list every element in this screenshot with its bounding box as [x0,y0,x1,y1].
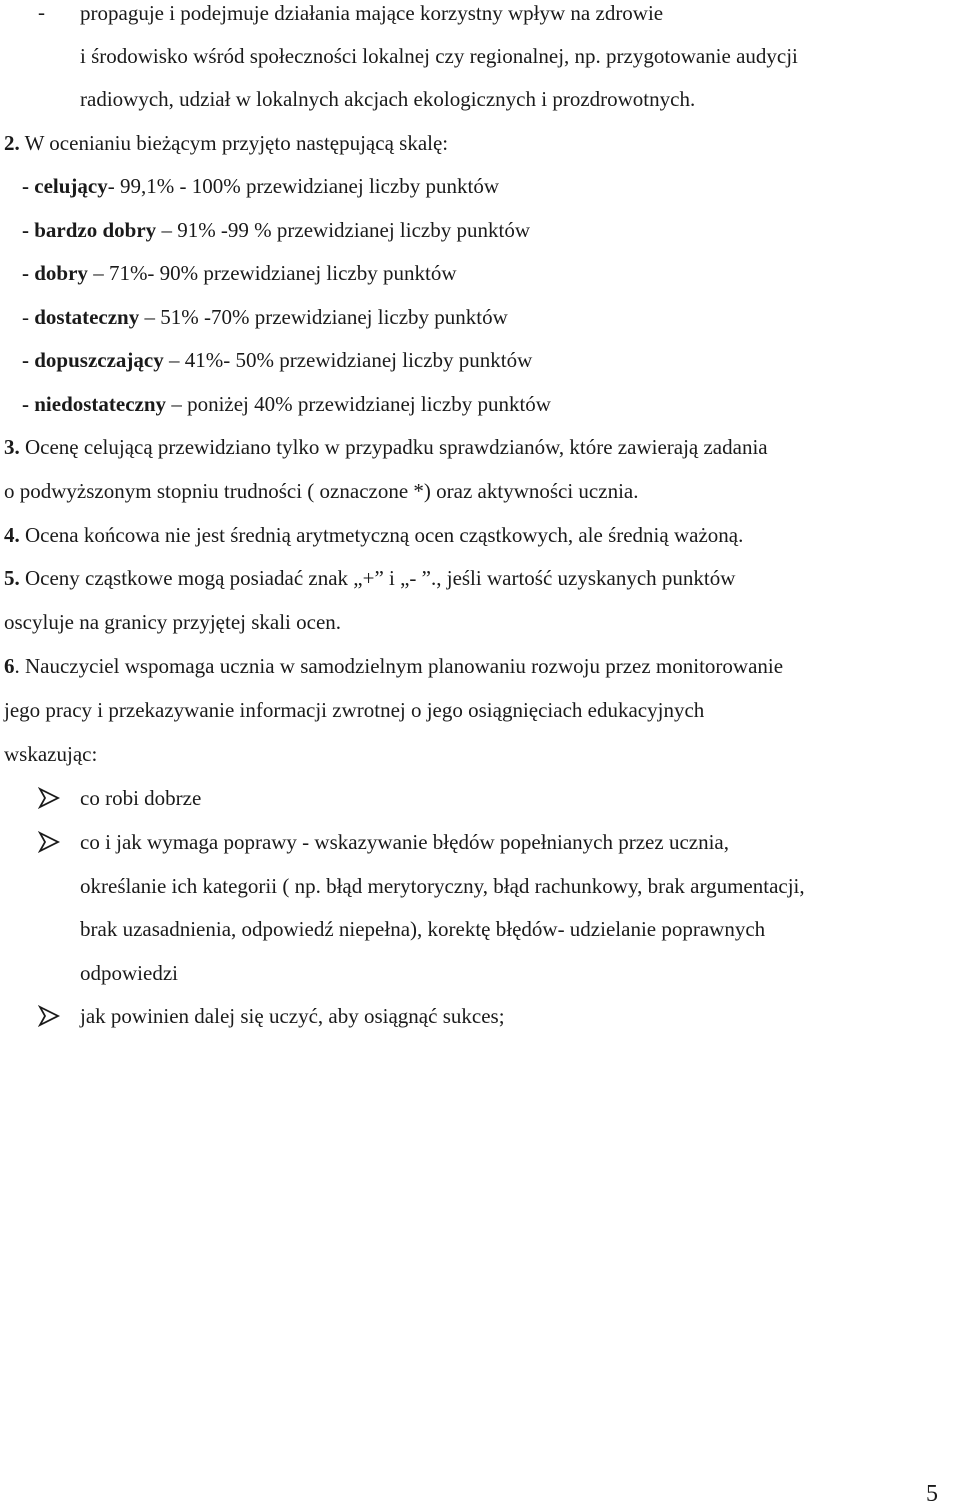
section-6-text: . Nauczyciel wspomaga ucznia w samodzielnym planowaniu rozwoju przez monitorowanie [14,654,784,678]
arrowhead-bullet-icon [38,1003,62,1029]
grade-row [22,304,508,330]
list-item-line: jak powinien dalej się uczyć, aby osiągnąć sukces; [80,1004,505,1028]
section-4-number: 4. [4,523,20,547]
list-item-line: określanie ich kategorii ( np. błąd merytoryczny, błąd rachunkowy, brak argumentacji, [80,874,805,898]
list-item-line: co i jak wymaga poprawy - wskazywanie błędów popełnianych przez ucznia, [80,830,730,854]
grade-range: – 71%- 90% przewidzianej liczby punktów [87,261,457,285]
section-6-number: 6 [4,654,15,678]
section-4-line [4,522,743,548]
grade-name: - dobry [22,261,88,285]
list-item-line: brak uzasadnienia, odpowiedź niepełna), korektę błędów- udzielanie poprawnych [80,917,766,941]
grade-range: – poniżej 40% przewidzianej liczby punktów [166,392,551,416]
section-5-number: 5. [4,566,20,590]
section-3-line-2: o podwyższonym stopniu trudności ( oznaczone *) oraz aktywności ucznia. [4,479,639,503]
grade-row [22,260,457,286]
intro-line-3: radiowych, udział w lokalnych akcjach ekologicznych i prozdrowotnych. [80,87,696,111]
section-2-heading [4,130,448,156]
grade-name: - niedostateczny [22,392,167,416]
grade-row [22,217,530,243]
section-3-number: 3. [4,435,20,459]
arrowhead-bullet-icon [38,785,62,811]
page-number: 5 [926,1481,938,1507]
arrowhead-bullet-icon [38,829,62,855]
grade-range: – 41%- 50% przewidzianej liczby punktów [163,348,533,372]
section-3-line-1 [4,434,768,460]
section-6-line-2: jego pracy i przekazywanie informacji zwrotnej o jego osiągnięciach edukacyjnych [4,698,705,722]
grade-name: - dostateczny [22,305,140,329]
section-6-line-3: wskazując: [4,742,98,766]
grade-name: - dopuszczający [22,348,164,372]
grade-row [22,173,499,199]
grade-row [22,347,532,373]
section-5-text: Oceny cząstkowe mogą posiadać znak „+” i „- ”., jeśli wartość uzyskanych punktów [19,566,736,590]
section-4-text: Ocena końcowa nie jest średnią arytmetyczną ocen cząstkowych, ale średnią ważoną. [19,523,744,547]
grade-range: – 51% -70% przewidzianej liczby punktów [139,305,508,329]
intro-line-1: propaguje i podejmuje działania mające korzystny wpływ na zdrowie [80,1,664,25]
grade-name: - bardzo dobry [22,218,157,242]
section-5-line-1 [4,565,735,591]
dash-bullet: - [38,0,45,24]
grade-name: - celujący [22,174,108,198]
section-3-text: Ocenę celującą przewidziano tylko w przypadku sprawdzianów, które zawierają zadania [19,435,768,459]
list-item-line: odpowiedzi [80,961,178,985]
grade-row [22,391,551,417]
grade-range: - 99,1% - 100% przewidzianej liczby punktów [107,174,500,198]
grade-range: – 91% -99 % przewidzianej liczby punktów [156,218,530,242]
section-2-number: 2. [4,131,20,155]
intro-line-2: i środowisko wśród społeczności lokalnej czy regionalnej, np. przygotowanie audycji [80,44,798,68]
section-5-line-2: oscyluje na granicy przyjętej skali ocen. [4,610,342,634]
list-item-line: co robi dobrze [80,786,202,810]
section-2-text: W ocenianiu bieżącym przyjęto następującą skalę: [19,131,449,155]
section-6-line-1 [4,653,783,679]
